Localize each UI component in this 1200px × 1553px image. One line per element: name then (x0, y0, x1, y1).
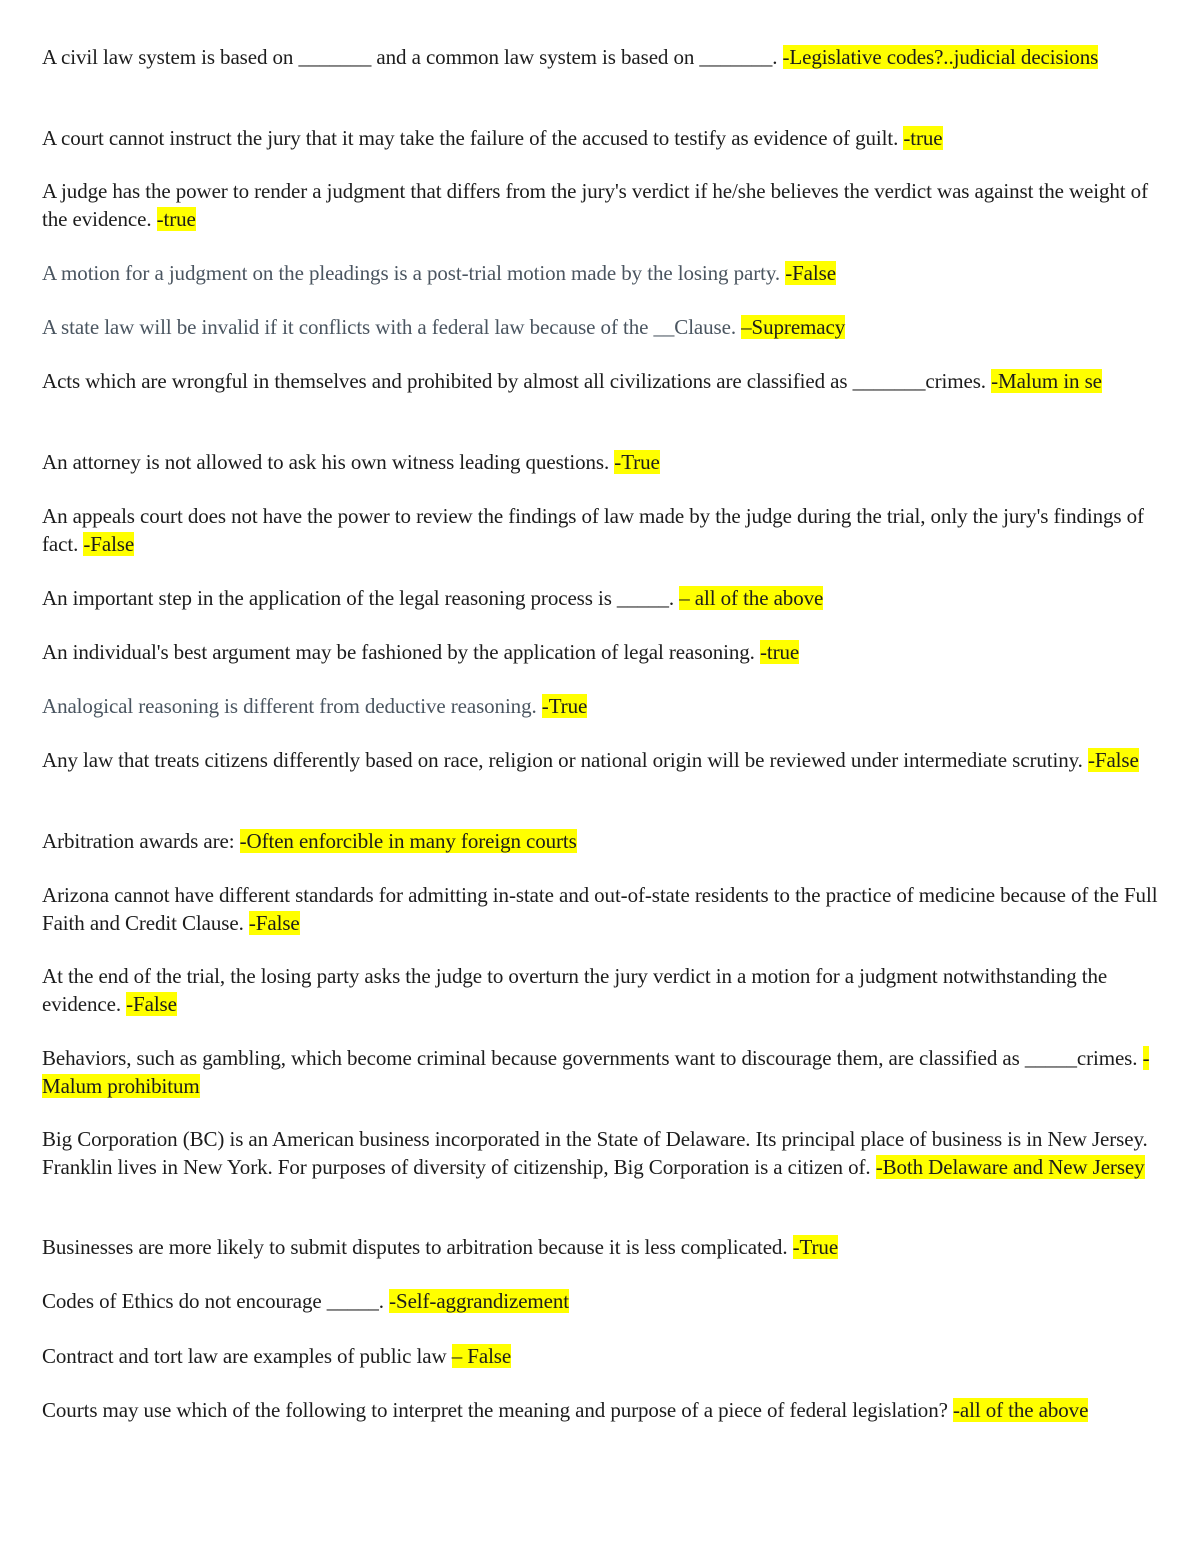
answer-highlight: – all of the above (679, 586, 824, 610)
question-item (42, 368, 1160, 396)
answer-highlight: -Legislative codes?..judicial decisions (782, 45, 1099, 69)
question-text: A judge has the power to render a judgment that differs from the jury's verdict if he/she believes the verdict was against the weight of the evidence. (42, 179, 1148, 231)
question-item (42, 1343, 1160, 1371)
answer-highlight: -true (156, 206, 196, 231)
answer-highlight: -Both Delaware and New Jersey (875, 1154, 1145, 1179)
answer-highlight: -False (1087, 748, 1139, 772)
question-text: An appeals court does not have the power to review the findings of law made by the judge during the trial, only the jury's findings of fact. (42, 504, 1144, 556)
question-text: Courts may use which of the following to interpret the meaning and purpose of a piece of federal legislation? (42, 1398, 953, 1422)
question-item (42, 125, 1160, 153)
question-item (42, 1045, 1160, 1100)
answer-highlight: -True (614, 450, 660, 474)
question-item (42, 314, 1160, 342)
question-item (42, 1288, 1160, 1316)
question-text: Codes of Ethics do not encourage _____. (42, 1289, 390, 1313)
question-text: A state law will be invalid if it conflicts with a federal law because of the __Clause. (42, 315, 742, 339)
question-text: Businesses are more likely to submit disputes to arbitration because it is less complicated. (42, 1235, 793, 1259)
question-text: Behaviors, such as gambling, which become criminal because governments want to discourage them, are classified as _____crimes. (42, 1046, 1143, 1070)
question-item (42, 1397, 1160, 1425)
answer-highlight: –Supremacy (741, 315, 846, 339)
question-item (42, 747, 1160, 775)
question-text: Any law that treats citizens differently based on race, religion or national origin will be reviewed under intermediate scrutiny. (42, 748, 1088, 772)
answer-highlight: -true (759, 640, 800, 664)
answer-highlight: -False (785, 261, 836, 285)
answer-highlight: -False (83, 531, 135, 556)
answer-highlight: -False (126, 991, 177, 1016)
question-item (42, 963, 1160, 1018)
question-item (42, 260, 1160, 288)
question-text: At the end of the trial, the losing party asks the judge to overturn the jury verdict in a motion for a judgment notwithstanding the evidence. (42, 964, 1108, 1016)
question-text: Arbitration awards are: (42, 829, 240, 853)
answer-highlight: -True (541, 694, 588, 718)
answer-highlight: -Malum in se (991, 369, 1102, 393)
question-text: A motion for a judgment on the pleadings is a post-trial motion made by the losing party. (42, 261, 786, 285)
question-text: Contract and tort law are examples of public law (42, 1344, 452, 1368)
question-text: A civil law system is based on _______ and a common law system is based on _______. (42, 45, 783, 69)
question-item (42, 882, 1160, 937)
question-item (42, 178, 1160, 233)
question-item (42, 449, 1160, 477)
question-text: Big Corporation (BC) is an American business incorporated in the State of Delaware. Its principal place of business is in New Jersey. Franklin lives in New York. For purposes of diversity of citizenship, Big Corporation is a citizen of. (42, 1127, 1148, 1179)
question-text: An attorney is not allowed to ask his own witness leading questions. (42, 450, 615, 474)
answer-highlight: -True (792, 1235, 839, 1259)
answer-highlight: -Malum prohibitum (42, 1046, 1150, 1098)
question-text: Arizona cannot have different standards for admitting in-state and out-of-state residents to the practice of medicine because of the Full Faith and Credit Clause. (42, 883, 1158, 935)
question-item (42, 693, 1160, 721)
question-item (42, 1126, 1160, 1181)
question-text: Analogical reasoning is different from deductive reasoning. (42, 694, 542, 718)
question-item (42, 1234, 1160, 1262)
question-item (42, 585, 1160, 613)
question-item (42, 503, 1160, 558)
answer-highlight: -Self-aggrandizement (389, 1289, 570, 1313)
question-item (42, 44, 1160, 72)
question-item (42, 639, 1160, 667)
answer-highlight: -Often enforcible in many foreign courts (239, 829, 577, 853)
answer-highlight: -all of the above (952, 1398, 1089, 1422)
question-text: Acts which are wrongful in themselves and prohibited by almost all civilizations are classified as _______crimes. (42, 369, 992, 393)
question-item (42, 828, 1160, 856)
answer-highlight: -False (248, 910, 300, 935)
question-text: An individual's best argument may be fashioned by the application of legal reasoning. (42, 640, 760, 664)
answer-highlight: -true (903, 126, 943, 150)
question-text: An important step in the application of the legal reasoning process is _____. (42, 586, 680, 610)
answer-highlight: – False (451, 1344, 512, 1368)
question-text: A court cannot instruct the jury that it may take the failure of the accused to testify as evidence of guilt. (42, 126, 904, 150)
